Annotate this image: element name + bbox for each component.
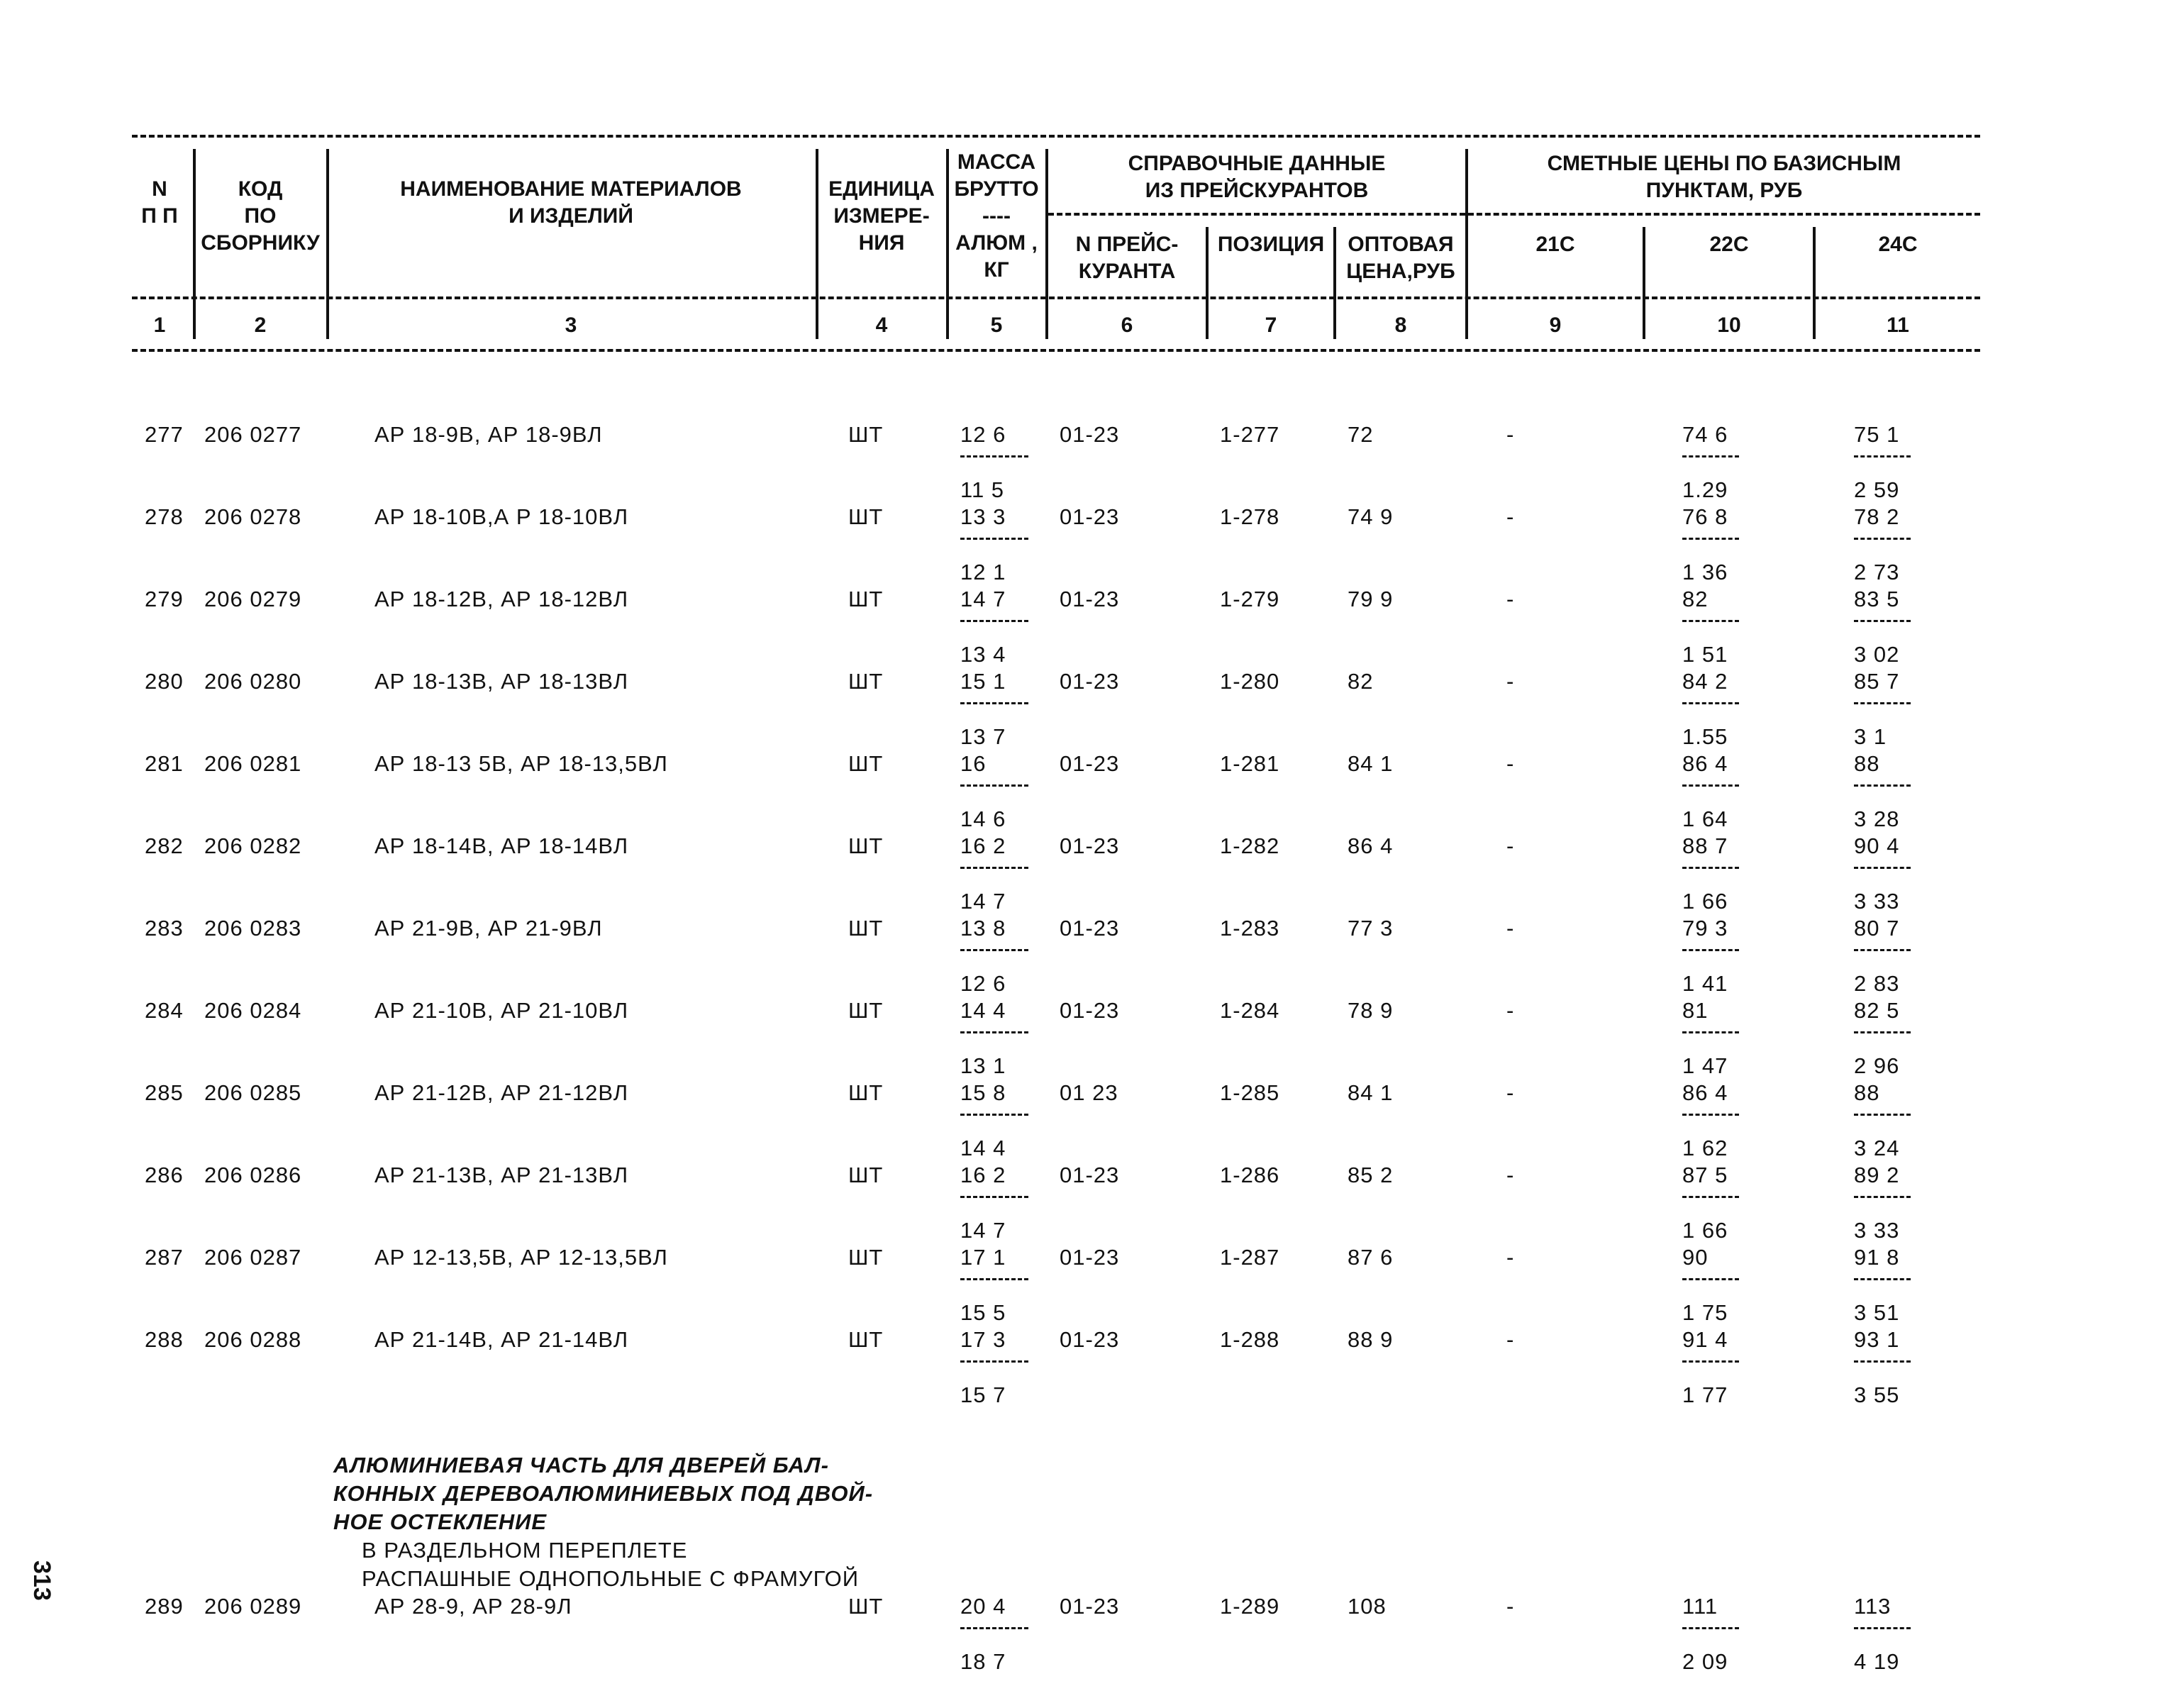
price-24c-fraction-rule (1854, 867, 1911, 869)
row-price-24c-sub: 2 96 (1854, 1053, 1900, 1078)
header-col8 (1336, 231, 1465, 285)
row-preiskurant: 01-23 (1060, 1327, 1120, 1352)
row-mass-al: 12 1 (960, 560, 1006, 584)
row-code: 206 0282 (204, 833, 302, 858)
header-col11-line1: 24С (1878, 233, 1918, 256)
row-price-24c-sub: 3 33 (1854, 889, 1900, 914)
row-price-21c: - (1506, 1080, 1515, 1105)
row-preiskurant: 01-23 (1060, 916, 1120, 941)
header-col1-line1: N (152, 177, 167, 201)
row-position: 1-286 (1220, 1163, 1280, 1187)
row-number: 288 (145, 1327, 184, 1352)
row-mass: 15 1 (960, 669, 1006, 694)
row-position: 1-285 (1220, 1080, 1280, 1105)
row-number: 286 (145, 1163, 184, 1187)
row-position: 1-282 (1220, 833, 1280, 858)
row-mass: 20 4 (960, 1594, 1006, 1619)
price-24c-fraction-rule (1854, 1196, 1911, 1198)
row-preiskurant: 01-23 (1060, 1594, 1120, 1619)
group-ref-rule (1048, 213, 1465, 216)
row-code: 206 0277 (204, 422, 302, 447)
row-number: 285 (145, 1080, 184, 1105)
row-price-22c: 74 6 (1682, 422, 1728, 447)
header-top-rule (132, 135, 1980, 138)
row-position: 1-277 (1220, 422, 1280, 447)
price-24c-fraction-rule (1854, 702, 1911, 704)
row-number: 282 (145, 833, 184, 858)
row-price-22c: 81 (1682, 998, 1709, 1023)
row-name: АР 18-13В, АР 18-13ВЛ (374, 669, 629, 694)
row-price-22c: 86 4 (1682, 1080, 1728, 1105)
row-unit: ШТ (848, 998, 884, 1023)
row-mass-al: 13 4 (960, 642, 1006, 667)
row-number: 289 (145, 1594, 184, 1619)
row-price-21c: - (1506, 751, 1515, 776)
colnum-9: 9 (1549, 314, 1562, 337)
header-col7 (1209, 231, 1333, 258)
row-preiskurant: 01 23 (1060, 1080, 1118, 1105)
price-22c-fraction-rule (1682, 620, 1739, 622)
row-wholesale-price: 74 9 (1348, 504, 1394, 529)
row-price-24c: 90 4 (1854, 833, 1900, 858)
colnum-10: 10 (1717, 314, 1741, 337)
row-price-24c-sub: 2 83 (1854, 971, 1900, 996)
price-22c-fraction-rule (1682, 1196, 1739, 1198)
row-mass-al: 12 6 (960, 971, 1006, 996)
price-22c-fraction-rule (1682, 1114, 1739, 1116)
row-name: АР 21-14В, АР 21-14ВЛ (374, 1327, 629, 1352)
row-mass: 17 3 (960, 1327, 1006, 1352)
row-unit: ШТ (848, 1594, 884, 1619)
price-24c-fraction-rule (1854, 1278, 1911, 1280)
header-col5-line3: ---- (982, 204, 1011, 228)
row-preiskurant: 01-23 (1060, 587, 1120, 611)
colnum-11: 11 (1887, 314, 1909, 337)
price-24c-fraction-rule (1854, 1360, 1911, 1363)
row-code: 206 0283 (204, 916, 302, 941)
row-mass: 14 7 (960, 587, 1006, 611)
row-price-24c-sub: 3 24 (1854, 1136, 1900, 1160)
row-wholesale-price: 85 2 (1348, 1163, 1394, 1187)
header-col5-line4: АЛЮМ , (955, 231, 1038, 255)
colnum-8: 8 (1394, 314, 1407, 337)
row-price-22c-sub: 1.55 (1682, 724, 1728, 749)
row-unit: ШТ (848, 1245, 884, 1270)
row-unit: ШТ (848, 751, 884, 776)
header-group-ref (1048, 150, 1465, 204)
row-preiskurant: 01-23 (1060, 669, 1120, 694)
row-price-24c: 82 5 (1854, 998, 1900, 1023)
header-col4-line2: ИЗМЕРЕ- (833, 204, 930, 228)
row-name: АР 18-12В, АР 18-12ВЛ (374, 587, 629, 611)
row-number: 281 (145, 751, 184, 776)
row-position: 1-283 (1220, 916, 1280, 941)
row-mass: 13 8 (960, 916, 1006, 941)
row-preiskurant: 01-23 (1060, 751, 1120, 776)
row-wholesale-price: 79 9 (1348, 587, 1394, 611)
row-number: 278 (145, 504, 184, 529)
row-wholesale-price: 72 (1348, 422, 1374, 447)
row-price-24c: 78 2 (1854, 504, 1900, 529)
header-col5-line5: КГ (984, 258, 1009, 282)
row-price-24c-sub: 4 19 (1854, 1649, 1900, 1674)
header-col7-line1: ПОЗИЦИЯ (1217, 233, 1325, 256)
row-price-22c: 87 5 (1682, 1163, 1728, 1187)
mass-fraction-rule (960, 702, 1028, 704)
row-name: АР 12-13,5В, АР 12-13,5ВЛ (374, 1245, 668, 1270)
row-mass-al: 14 4 (960, 1136, 1006, 1160)
row-name: АР 28-9, АР 28-9Л (374, 1594, 572, 1619)
row-unit: ШТ (848, 587, 884, 611)
row-name: АР 21-13В, АР 21-13ВЛ (374, 1163, 629, 1187)
row-position: 1-289 (1220, 1594, 1280, 1619)
header-col8-line2: ЦЕНА,РУБ (1346, 260, 1455, 283)
row-code: 206 0278 (204, 504, 302, 529)
mass-fraction-rule (960, 1627, 1028, 1629)
row-price-24c-sub: 3 33 (1854, 1218, 1900, 1243)
row-mass-al: 18 7 (960, 1649, 1006, 1674)
row-price-22c-sub: 1 62 (1682, 1136, 1728, 1160)
row-price-24c: 113 (1854, 1594, 1892, 1619)
row-unit: ШТ (848, 669, 884, 694)
header-group-prices-line1: СМЕТНЫЕ ЦЕНЫ ПО БАЗИСНЫМ (1547, 152, 1901, 175)
row-preiskurant: 01-23 (1060, 833, 1120, 858)
header-col6-line1: N ПРЕЙС- (1075, 233, 1179, 256)
row-wholesale-price: 84 1 (1348, 1080, 1394, 1105)
row-price-22c: 79 3 (1682, 916, 1728, 941)
row-unit: ШТ (848, 422, 884, 447)
row-position: 1-287 (1220, 1245, 1280, 1270)
row-wholesale-price: 86 4 (1348, 833, 1394, 858)
mass-fraction-rule (960, 1278, 1028, 1280)
row-price-21c: - (1506, 916, 1515, 941)
row-wholesale-price: 108 (1348, 1594, 1387, 1619)
row-mass-al: 14 6 (960, 806, 1006, 831)
price-22c-fraction-rule (1682, 867, 1739, 869)
row-unit: ШТ (848, 916, 884, 941)
price-22c-fraction-rule (1682, 1360, 1739, 1363)
price-22c-fraction-rule (1682, 455, 1739, 458)
row-mass-al: 15 7 (960, 1382, 1006, 1407)
row-price-21c: - (1506, 1245, 1515, 1270)
row-mass: 16 2 (960, 1163, 1006, 1187)
header-group-ref-line1: СПРАВОЧНЫЕ ДАННЫЕ (1128, 152, 1386, 175)
row-wholesale-price: 82 (1348, 669, 1374, 694)
row-position: 1-281 (1220, 751, 1280, 776)
section-subtitle-line: В РАЗДЕЛЬНОМ ПЕРЕПЛЕТЕ (362, 1538, 688, 1563)
colnum-5: 5 (990, 314, 1003, 337)
row-price-21c: - (1506, 833, 1515, 858)
row-unit: ШТ (848, 1080, 884, 1105)
section-title-line: НОЕ ОСТЕКЛЕНИЕ (333, 1509, 548, 1534)
header-col4-line1: ЕДИНИЦА (828, 177, 935, 201)
row-price-22c-sub: 1 64 (1682, 806, 1728, 831)
row-position: 1-284 (1220, 998, 1280, 1023)
row-price-24c: 75 1 (1854, 422, 1900, 447)
row-price-24c: 80 7 (1854, 916, 1900, 941)
row-mass: 14 4 (960, 998, 1006, 1023)
row-price-22c: 90 (1682, 1245, 1709, 1270)
row-price-24c: 89 2 (1854, 1163, 1900, 1187)
header-col10 (1645, 231, 1813, 258)
row-price-24c: 91 8 (1854, 1245, 1900, 1270)
colnum-3: 3 (565, 314, 577, 337)
row-number: 277 (145, 422, 184, 447)
row-code: 206 0284 (204, 998, 302, 1023)
header-col9-line1: 21С (1535, 233, 1575, 256)
row-price-22c-sub: 1 51 (1682, 642, 1728, 667)
row-name: АР 18-14В, АР 18-14ВЛ (374, 833, 629, 858)
row-code: 206 0285 (204, 1080, 302, 1105)
row-mass: 17 1 (960, 1245, 1006, 1270)
row-unit: ШТ (848, 504, 884, 529)
price-24c-fraction-rule (1854, 784, 1911, 787)
header-col1 (128, 176, 191, 230)
row-name: АР 21-10В, АР 21-10ВЛ (374, 998, 629, 1023)
row-name: АР 18-13 5В, АР 18-13,5ВЛ (374, 751, 668, 776)
colnum-7: 7 (1265, 314, 1277, 337)
row-price-21c: - (1506, 1163, 1515, 1187)
colnum-6: 6 (1121, 314, 1133, 337)
price-22c-fraction-rule (1682, 1278, 1739, 1280)
row-price-21c: - (1506, 669, 1515, 694)
price-24c-fraction-rule (1854, 620, 1911, 622)
row-price-21c: - (1506, 1327, 1515, 1352)
row-price-22c: 86 4 (1682, 751, 1728, 776)
row-preiskurant: 01-23 (1060, 1245, 1120, 1270)
row-mass-al: 13 1 (960, 1053, 1006, 1078)
header-bottom-rule (132, 349, 1980, 352)
row-price-21c: - (1506, 1594, 1515, 1619)
row-price-24c-sub: 3 51 (1854, 1300, 1900, 1325)
row-price-24c-sub: 2 59 (1854, 477, 1900, 502)
row-number: 280 (145, 669, 184, 694)
row-price-22c-sub: 1 66 (1682, 1218, 1728, 1243)
row-code: 206 0289 (204, 1594, 302, 1619)
row-name: АР 21-12В, АР 21-12ВЛ (374, 1080, 629, 1105)
header-col2-line3: СБОРНИКУ (201, 231, 320, 255)
row-price-24c: 88 (1854, 751, 1880, 776)
row-mass-al: 13 7 (960, 724, 1006, 749)
colnum-2: 2 (254, 314, 267, 337)
row-code: 206 0287 (204, 1245, 302, 1270)
row-name: АР 18-9В, АР 18-9ВЛ (374, 422, 603, 447)
row-mass-al: 15 5 (960, 1300, 1006, 1325)
row-position: 1-279 (1220, 587, 1280, 611)
row-mass: 15 8 (960, 1080, 1006, 1105)
header-col5-line2: БРУТТО (954, 177, 1039, 201)
header-col3-line2: И ИЗДЕЛИЙ (509, 204, 633, 228)
row-preiskurant: 01-23 (1060, 504, 1120, 529)
row-price-22c: 84 2 (1682, 669, 1728, 694)
mass-fraction-rule (960, 784, 1028, 787)
row-mass-al: 14 7 (960, 1218, 1006, 1243)
row-price-24c: 83 5 (1854, 587, 1900, 611)
row-price-22c-sub: 1 41 (1682, 971, 1728, 996)
mass-fraction-rule (960, 949, 1028, 951)
price-24c-fraction-rule (1854, 455, 1911, 458)
header-col4 (817, 176, 946, 257)
header-group-prices (1468, 150, 1980, 204)
row-unit: ШТ (848, 1163, 884, 1187)
row-preiskurant: 01-23 (1060, 1163, 1120, 1187)
section-subtitle-line: РАСПАШНЫЕ ОДНОПОЛЬНЫЕ С ФРАМУГОЙ (362, 1566, 860, 1591)
price-24c-fraction-rule (1854, 949, 1911, 951)
section-title-line: КОННЫХ ДЕРЕВОАЛЮМИНИЕВЫХ ПОД ДВОЙ- (333, 1481, 874, 1506)
mass-fraction-rule (960, 538, 1028, 540)
row-mass-al: 11 5 (960, 477, 1005, 502)
mass-fraction-rule (960, 1031, 1028, 1033)
header-middle-rule (132, 296, 1980, 299)
row-price-22c-sub: 1.29 (1682, 477, 1728, 502)
row-code: 206 0281 (204, 751, 302, 776)
row-price-24c-sub: 3 55 (1854, 1382, 1900, 1407)
row-code: 206 0286 (204, 1163, 302, 1187)
row-price-22c-sub: 1 75 (1682, 1300, 1728, 1325)
section-title-line: АЛЮМИНИЕВАЯ ЧАСТЬ ДЛЯ ДВЕРЕЙ БАЛ- (333, 1453, 829, 1477)
row-price-24c: 88 (1854, 1080, 1880, 1105)
row-price-21c: - (1506, 422, 1515, 447)
price-24c-fraction-rule (1854, 1627, 1911, 1629)
row-mass: 16 2 (960, 833, 1006, 858)
price-22c-fraction-rule (1682, 702, 1739, 704)
header-col4-line3: НИЯ (858, 231, 905, 255)
row-position: 1-278 (1220, 504, 1280, 529)
row-position: 1-280 (1220, 669, 1280, 694)
header-col6-line2: КУРАНТА (1078, 260, 1176, 283)
row-price-24c: 85 7 (1854, 669, 1900, 694)
mass-fraction-rule (960, 867, 1028, 869)
row-wholesale-price: 87 6 (1348, 1245, 1394, 1270)
row-price-22c: 88 7 (1682, 833, 1728, 858)
row-price-22c-sub: 1 77 (1682, 1382, 1728, 1407)
price-22c-fraction-rule (1682, 784, 1739, 787)
row-mass-al: 14 7 (960, 889, 1006, 914)
header-group-ref-line2: ИЗ ПРЕЙСКУРАНТОВ (1145, 179, 1369, 202)
row-price-22c-sub: 1 47 (1682, 1053, 1728, 1078)
row-number: 284 (145, 998, 184, 1023)
header-col3 (328, 176, 814, 230)
row-unit: ШТ (848, 1327, 884, 1352)
row-number: 287 (145, 1245, 184, 1270)
row-price-22c-sub: 1 66 (1682, 889, 1728, 914)
row-price-22c: 111 (1682, 1594, 1718, 1619)
row-mass: 16 (960, 751, 987, 776)
mass-fraction-rule (960, 1196, 1028, 1198)
row-code: 206 0288 (204, 1327, 302, 1352)
header-col3-line1: НАИМЕНОВАНИЕ МАТЕРИАЛОВ (400, 177, 742, 201)
row-number: 279 (145, 587, 184, 611)
mass-fraction-rule (960, 455, 1028, 458)
colnum-4: 4 (875, 314, 888, 337)
header-col2-line1: КОД (238, 177, 283, 201)
price-24c-fraction-rule (1854, 1031, 1911, 1033)
mass-fraction-rule (960, 620, 1028, 622)
row-name: АР 18-10В,А Р 18-10ВЛ (374, 504, 629, 529)
row-code: 206 0279 (204, 587, 302, 611)
header-col8-line1: ОПТОВАЯ (1348, 233, 1454, 256)
header-col10-line1: 22С (1709, 233, 1749, 256)
header-col11 (1816, 231, 1980, 258)
row-price-21c: - (1506, 998, 1515, 1023)
page-number: 313 (28, 1560, 55, 1601)
row-price-24c: 93 1 (1854, 1327, 1900, 1352)
row-price-21c: - (1506, 587, 1515, 611)
price-22c-fraction-rule (1682, 949, 1739, 951)
group-prices-rule (1468, 213, 1980, 216)
row-preiskurant: 01-23 (1060, 422, 1120, 447)
row-price-22c-sub: 2 09 (1682, 1649, 1728, 1674)
row-price-22c-sub: 1 36 (1682, 560, 1728, 584)
price-22c-fraction-rule (1682, 1627, 1739, 1629)
price-24c-fraction-rule (1854, 1114, 1911, 1116)
row-name: АР 21-9В, АР 21-9ВЛ (374, 916, 603, 941)
header-col9 (1468, 231, 1643, 258)
row-code: 206 0280 (204, 669, 302, 694)
row-wholesale-price: 77 3 (1348, 916, 1394, 941)
row-wholesale-price: 84 1 (1348, 751, 1394, 776)
row-price-24c-sub: 3 02 (1854, 642, 1900, 667)
price-22c-fraction-rule (1682, 1031, 1739, 1033)
row-price-24c-sub: 3 1 (1854, 724, 1887, 749)
row-price-22c: 82 (1682, 587, 1709, 611)
header-col6 (1048, 231, 1206, 285)
row-mass: 12 6 (960, 422, 1006, 447)
header-group-prices-line2: ПУНКТАМ, РУБ (1645, 179, 1803, 202)
header-col5-line1: МАССА (957, 150, 1036, 174)
row-price-24c-sub: 3 28 (1854, 806, 1900, 831)
row-wholesale-price: 88 9 (1348, 1327, 1394, 1352)
header-col1-line2: П П (141, 204, 178, 228)
mass-fraction-rule (960, 1360, 1028, 1363)
price-22c-fraction-rule (1682, 538, 1739, 540)
row-price-24c-sub: 2 73 (1854, 560, 1900, 584)
price-24c-fraction-rule (1854, 538, 1911, 540)
header-col2 (194, 176, 326, 257)
row-price-21c: - (1506, 504, 1515, 529)
mass-fraction-rule (960, 1114, 1028, 1116)
row-unit: ШТ (848, 833, 884, 858)
row-price-22c: 76 8 (1682, 504, 1728, 529)
colnum-1: 1 (153, 314, 166, 337)
header-col2-line2: ПО (244, 204, 277, 228)
row-number: 283 (145, 916, 184, 941)
row-wholesale-price: 78 9 (1348, 998, 1394, 1023)
header-col5 (948, 149, 1045, 284)
row-position: 1-288 (1220, 1327, 1280, 1352)
row-preiskurant: 01-23 (1060, 998, 1120, 1023)
row-price-22c: 91 4 (1682, 1327, 1728, 1352)
row-mass: 13 3 (960, 504, 1006, 529)
